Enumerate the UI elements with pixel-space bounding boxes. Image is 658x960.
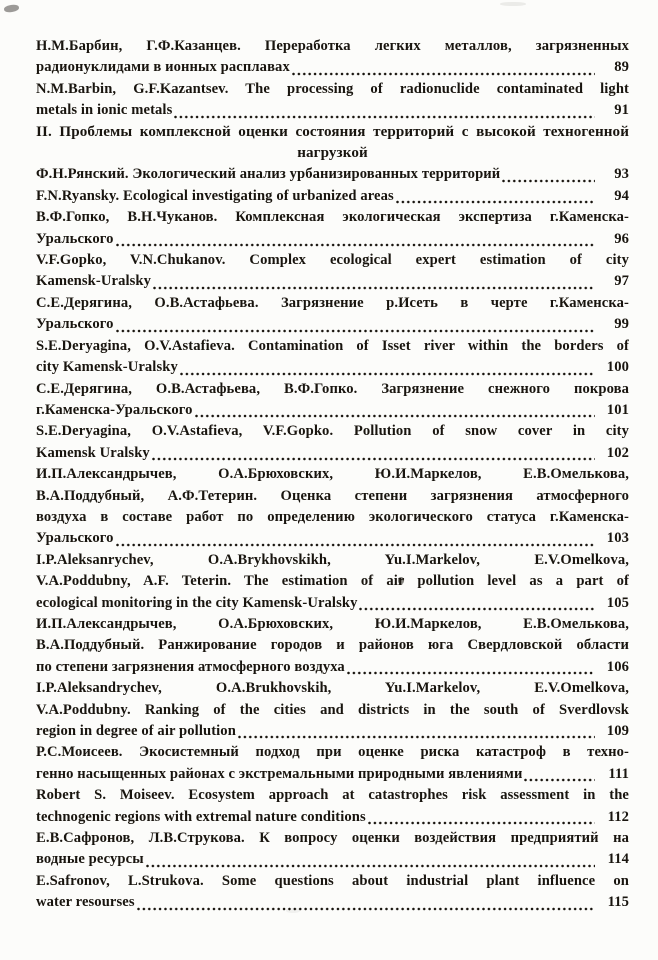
page-number: 91 — [614, 102, 629, 119]
toc-entry-line: V.F.Gopko, V.N.Chukanov. Complex ecological expert estimation of city — [36, 252, 629, 269]
dot-leader — [116, 543, 595, 547]
page-number: 115 — [607, 894, 629, 911]
toc-entry-last-line — [36, 314, 629, 335]
toc-entry-last-line — [36, 100, 629, 121]
toc-entry-text: region in degree of air pollution — [36, 723, 236, 739]
toc-entry — [36, 186, 629, 207]
page-number: 101 — [606, 401, 629, 418]
toc-entry-line: I.P.Aleksanrychev, O.A.Brykhovskikh, Yu.I.Markelov, E.V.Omelkova, — [36, 551, 629, 568]
scan-artifact — [4, 4, 20, 13]
toc-entry-line: С.Е.Дерягина, О.В.Астафьева. Загрязнение р.Исеть в черте г.Каменска- — [36, 294, 629, 311]
dot-leader — [137, 907, 595, 911]
dot-leader — [359, 607, 595, 611]
toc-entry-last-line — [36, 657, 629, 678]
toc-entry-last-line — [36, 892, 629, 913]
toc-entry-line: И.П.Александрычев, О.А.Брюховских, Ю.И.Маркелов, Е.В.Омелькова, — [36, 466, 629, 483]
toc-entry-text: Ф.Н.Рянский. Экологический анализ урбанизированных территорий — [36, 166, 501, 183]
page-number: 89 — [614, 59, 629, 76]
toc-entry-last-line — [36, 849, 629, 870]
toc-entry-text: F.N.Ryansky. Ecological investigating of urbanized areas — [36, 187, 394, 204]
toc-entry-text: technogenic regions with extremal nature conditions — [36, 808, 366, 825]
toc-entry-last-line — [36, 400, 629, 421]
toc-entry-last-line — [36, 357, 629, 378]
section-heading-line: нагрузкой — [297, 145, 368, 162]
dot-leader — [502, 179, 595, 183]
dot-leader — [153, 286, 595, 290]
toc-entry — [36, 742, 629, 785]
page-number: 106 — [606, 658, 629, 675]
page-number: 114 — [607, 851, 629, 868]
page-number: 111 — [608, 765, 629, 782]
toc-entry-last-line — [36, 57, 629, 78]
dot-leader — [180, 372, 595, 376]
toc-entry — [36, 164, 629, 185]
toc-entry — [36, 464, 629, 550]
toc-entry — [36, 207, 629, 250]
dot-leader — [292, 72, 595, 76]
section-heading — [36, 122, 629, 165]
toc-entry — [36, 36, 629, 79]
toc-entry-last-line — [36, 593, 629, 614]
dot-leader — [524, 778, 595, 782]
dot-leader — [347, 671, 595, 675]
toc-entry-line: V.A.Poddubny, A.F. Teterin. The estimation of air pollution level as a part of — [36, 573, 629, 590]
toc-entry-text: Kamensk Uralsky — [36, 444, 150, 461]
toc-entry-text: по степени загрязнения атмосферного воздуха — [36, 658, 345, 675]
toc-entry — [36, 614, 629, 678]
toc-entry-text: city Kamensk-Uralsky — [36, 359, 178, 376]
toc-entry-text: водные ресурсы — [36, 851, 144, 868]
page-number: 100 — [606, 359, 629, 376]
toc-entry-text: Уральского — [36, 230, 114, 247]
toc-entry-line: S.E.Deryagina, O.V.Astafieva, V.F.Gopko. Pollution of snow cover in city — [36, 423, 629, 440]
dot-leader — [368, 821, 595, 825]
toc-entry-text: г.Каменска-Уральского — [36, 401, 193, 418]
page-number: 94 — [614, 187, 629, 204]
toc-entry — [36, 550, 629, 614]
toc-entry-text: радионуклидами в ионных расплавах — [36, 59, 290, 76]
toc-entry-text: water resourses — [36, 894, 135, 911]
page-number: 99 — [614, 316, 629, 333]
page-number: 112 — [607, 808, 629, 825]
section-heading-line: II. Проблемы комплексной оценки состояния территорий с высокой техногенной — [36, 123, 629, 140]
toc-entry-text: Уральского — [36, 530, 114, 547]
toc-entry-text: генно насыщенных районах с экстремальными природными явлениями — [36, 765, 523, 782]
toc-entry-line: В.Ф.Гопко, В.Н.Чуканов. Комплексная экологическая экспертиза г.Каменска- — [36, 209, 629, 226]
page-number: 105 — [606, 594, 629, 611]
toc-entry-last-line — [36, 164, 629, 185]
toc-entry — [36, 828, 629, 871]
page-number: 109 — [606, 723, 629, 739]
toc-entry-line: Е.В.Сафронов, Л.В.Струкова. К вопросу оценки воздействия предприятий на — [36, 830, 629, 847]
toc-entry-text: Уральского — [36, 316, 114, 333]
toc-entry-line: Robert S. Moiseev. Ecosystem approach at catastrophes risk assessment in the — [36, 787, 629, 804]
toc-entry — [36, 293, 629, 336]
toc-entry-text: Kamensk-Uralsky — [36, 273, 152, 290]
toc-entry-line: И.П.Александрычев, О.А.Брюховских, Ю.И.Маркелов, Е.В.Омелькова, — [36, 615, 629, 632]
toc-entry — [36, 336, 629, 379]
toc-entry-line: воздуха в составе работ по определению экологического статуса г.Каменска- — [36, 508, 629, 525]
toc-entry — [36, 79, 629, 122]
page-number: 103 — [606, 530, 629, 547]
page-number: 102 — [606, 444, 629, 461]
toc-entry — [36, 678, 629, 742]
toc-entry-line: Р.С.Моисеев. Экосистемный подход при оценке риска катастроф в техно- — [36, 744, 629, 761]
toc-entry-line: S.E.Deryagina, O.V.Astafieva. Contamination of Isset river within the borders of — [36, 337, 629, 354]
dot-leader — [396, 200, 595, 204]
toc-entry-line: I.P.Aleksandrychev, O.A.Brukhovskih, Yu.I.Markelov, E.V.Omelkova, — [36, 680, 629, 697]
toc-entry-line: В.А.Поддубный. Ранжирование городов и районов юга Свердловской области — [36, 637, 629, 654]
toc-entry-text: ecological monitoring in the city Kamensk-Uralsky — [36, 594, 358, 611]
toc-entry-line: E.Safronov, L.Strukova. Some questions about industrial plant influence on — [36, 872, 629, 889]
dot-leader — [116, 243, 595, 247]
toc-entry-line: В.А.Поддубный, А.Ф.Тетерин. Оценка степени загрязнения атмосферного — [36, 487, 629, 504]
toc-entry-last-line — [36, 271, 629, 292]
toc-entry-last-line — [36, 764, 629, 785]
toc-entry-last-line — [36, 807, 629, 828]
toc-entry-line: V.A.Poddubny. Ranking of the cities and districts in the south of Sverdlovsk — [36, 701, 629, 718]
page-number: 96 — [614, 230, 629, 247]
toc-entry-text: metals in ionic metals — [36, 102, 173, 119]
toc-entry — [36, 785, 629, 828]
toc-entry-last-line — [36, 229, 629, 250]
toc-entry-last-line — [36, 186, 629, 207]
toc-entry — [36, 871, 629, 914]
dot-leader — [238, 735, 595, 739]
toc-entry-last-line — [36, 443, 629, 464]
toc-entry-last-line — [36, 528, 629, 549]
scan-artifact — [500, 2, 526, 6]
toc-entry-line: С.Е.Дерягина, О.В.Астафьева, В.Ф.Гопко. Загрязнение снежного покрова — [36, 380, 629, 397]
toc-entry-line: Н.М.Барбин, Г.Ф.Казанцев. Переработка легких металлов, загрязненных — [36, 38, 629, 54]
dot-leader — [116, 329, 595, 333]
dot-leader — [152, 457, 595, 461]
toc-entry — [36, 250, 629, 293]
toc-entry — [36, 379, 629, 422]
toc-entry — [36, 421, 629, 464]
toc-entry-line: N.M.Barbin, G.F.Kazantsev. The processing of radionuclide contaminated light — [36, 80, 629, 97]
toc-entry-last-line — [36, 721, 629, 742]
dot-leader — [195, 414, 595, 418]
page-number: 93 — [614, 166, 629, 183]
page-number: 97 — [614, 273, 629, 290]
table-of-contents — [36, 36, 629, 914]
dot-leader — [146, 864, 595, 868]
dot-leader — [174, 115, 595, 119]
